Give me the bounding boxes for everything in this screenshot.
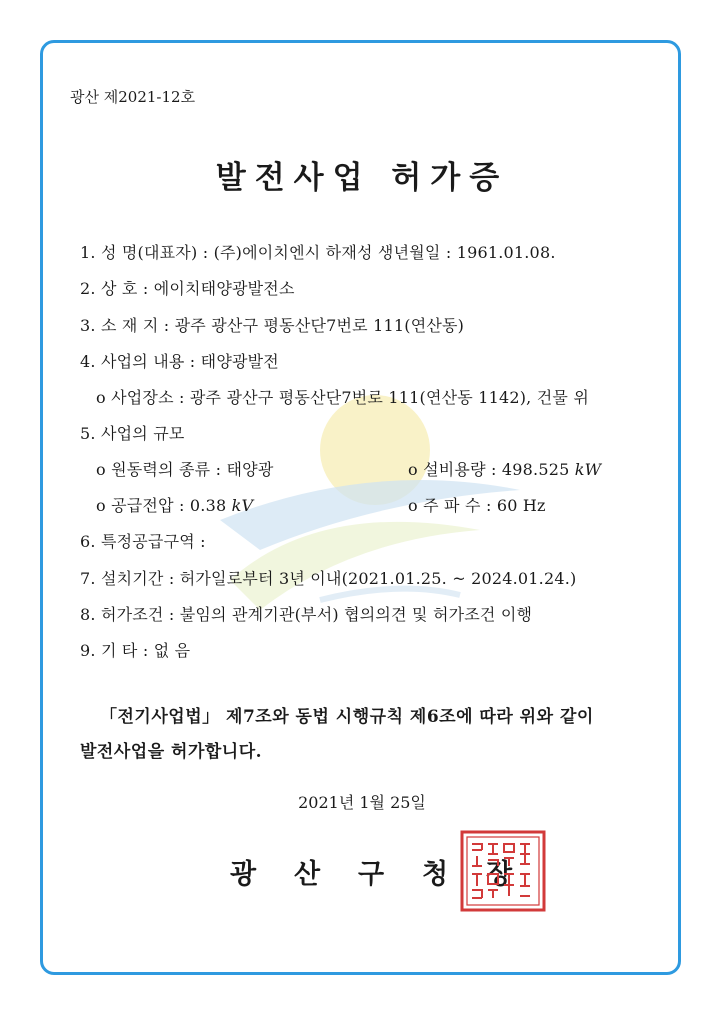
statement-line-1: 「전기사업법」 제7조와 동법 시행규칙 제6조에 따라 위와 같이 — [100, 707, 594, 727]
item-capacity — [408, 457, 601, 480]
item-business-content: 4. 사업의 내용 : 태양광발전 — [80, 352, 279, 371]
official-seal-icon — [460, 830, 546, 912]
issuer-char: 장 — [486, 859, 513, 890]
issuer-char: 구 — [358, 859, 385, 890]
capacity-value: o 설비용량 : 498.525 — [408, 460, 575, 479]
item-representative: 1. 성 명(대표자) : (주)에이치엔시 하재성 생년월일 : 1961.01.08. — [80, 243, 556, 262]
issuer-char: 광 — [230, 859, 257, 890]
item-business-site: o 사업장소 : 광주 광산구 평동산단7번로 111(연산동 1142), 건물 위 — [96, 388, 589, 407]
item-supply-area: 6. 특정공급구역 : — [80, 532, 206, 551]
issue-date: 2021년 1월 25일 — [298, 793, 426, 812]
item-install-period: 7. 설치기간 : 허가일로부터 3년 이내(2021.01.25. ~ 2024.01.24.) — [80, 569, 577, 588]
item-frequency: o 주 파 수 : 60 Hz — [408, 496, 546, 515]
document-number: 광산 제2021-12호 — [70, 88, 196, 106]
item-business-scale: 5. 사업의 규모 — [80, 424, 185, 443]
voltage-unit: kV — [231, 496, 254, 515]
document-title: 발전사업 허가증 — [215, 160, 509, 196]
item-conditions: 8. 허가조건 : 불임의 관계기관(부서) 협의의견 및 허가조건 이행 — [80, 605, 533, 624]
item-other: 9. 기 타 : 없 음 — [80, 641, 191, 660]
capacity-unit: kW — [574, 460, 602, 479]
watermark-emblem — [200, 380, 540, 680]
issuer-char: 청 — [422, 859, 449, 890]
statement-line-2: 발전사업을 허가합니다. — [80, 742, 263, 762]
issuer-char: 산 — [294, 859, 321, 890]
voltage-value: o 공급전압 : 0.38 — [96, 496, 232, 515]
item-location: 3. 소 재 지 : 광주 광산구 평동산단7번로 111(연산동) — [80, 316, 465, 335]
item-voltage — [96, 493, 253, 516]
item-business-name: 2. 상 호 : 에이치태양광발전소 — [80, 279, 295, 298]
item-power-source: o 원동력의 종류 : 태양광 — [96, 460, 274, 479]
